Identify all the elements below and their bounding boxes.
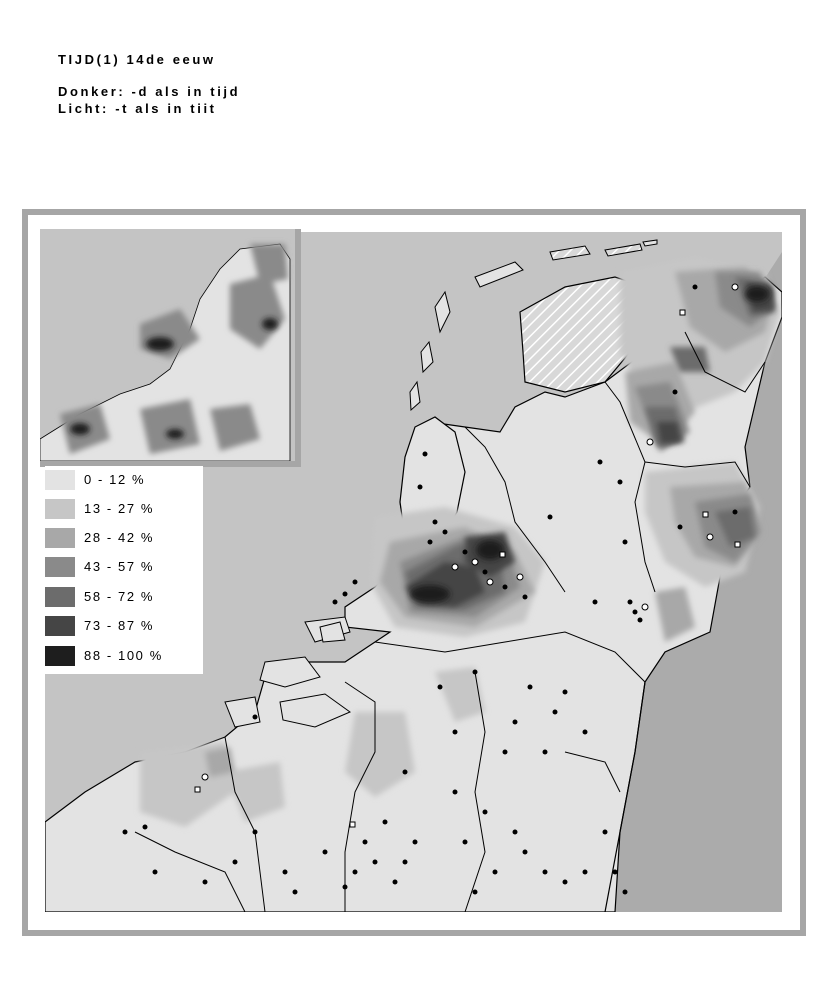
legend (45, 466, 203, 674)
legend-row-0 (45, 470, 203, 490)
legend-swatch-5 (45, 616, 75, 636)
legend-row-1 (45, 499, 203, 519)
legend-label-5: 73 - 87 % (84, 618, 155, 633)
legend-swatch-3 (45, 557, 75, 577)
legend-swatch-1 (45, 499, 75, 519)
legend-label-0: 0 - 12 % (84, 472, 146, 487)
subtitle-light-meaning: Licht: -t als in tiit (58, 101, 217, 116)
legend-row-6 (45, 646, 203, 666)
inset-map-svg (40, 229, 295, 461)
legend-swatch-2 (45, 528, 75, 548)
legend-label-4: 58 - 72 % (84, 589, 155, 604)
map-title: TIJD(1) 14de eeuw (58, 52, 216, 67)
legend-swatch-4 (45, 587, 75, 607)
inset-map[interactable] (40, 229, 301, 467)
legend-row-3 (45, 557, 203, 577)
legend-swatch-0 (45, 470, 75, 490)
legend-row-2 (45, 528, 203, 548)
legend-label-1: 13 - 27 % (84, 501, 155, 516)
legend-label-3: 43 - 57 % (84, 559, 155, 574)
legend-swatch-6 (45, 646, 75, 666)
subtitle-dark-meaning: Donker: -d als in tijd (58, 84, 241, 99)
legend-label-2: 28 - 42 % (84, 530, 155, 545)
legend-label-6: 88 - 100 % (84, 648, 163, 663)
legend-row-4 (45, 587, 203, 607)
legend-row-5 (45, 616, 203, 636)
